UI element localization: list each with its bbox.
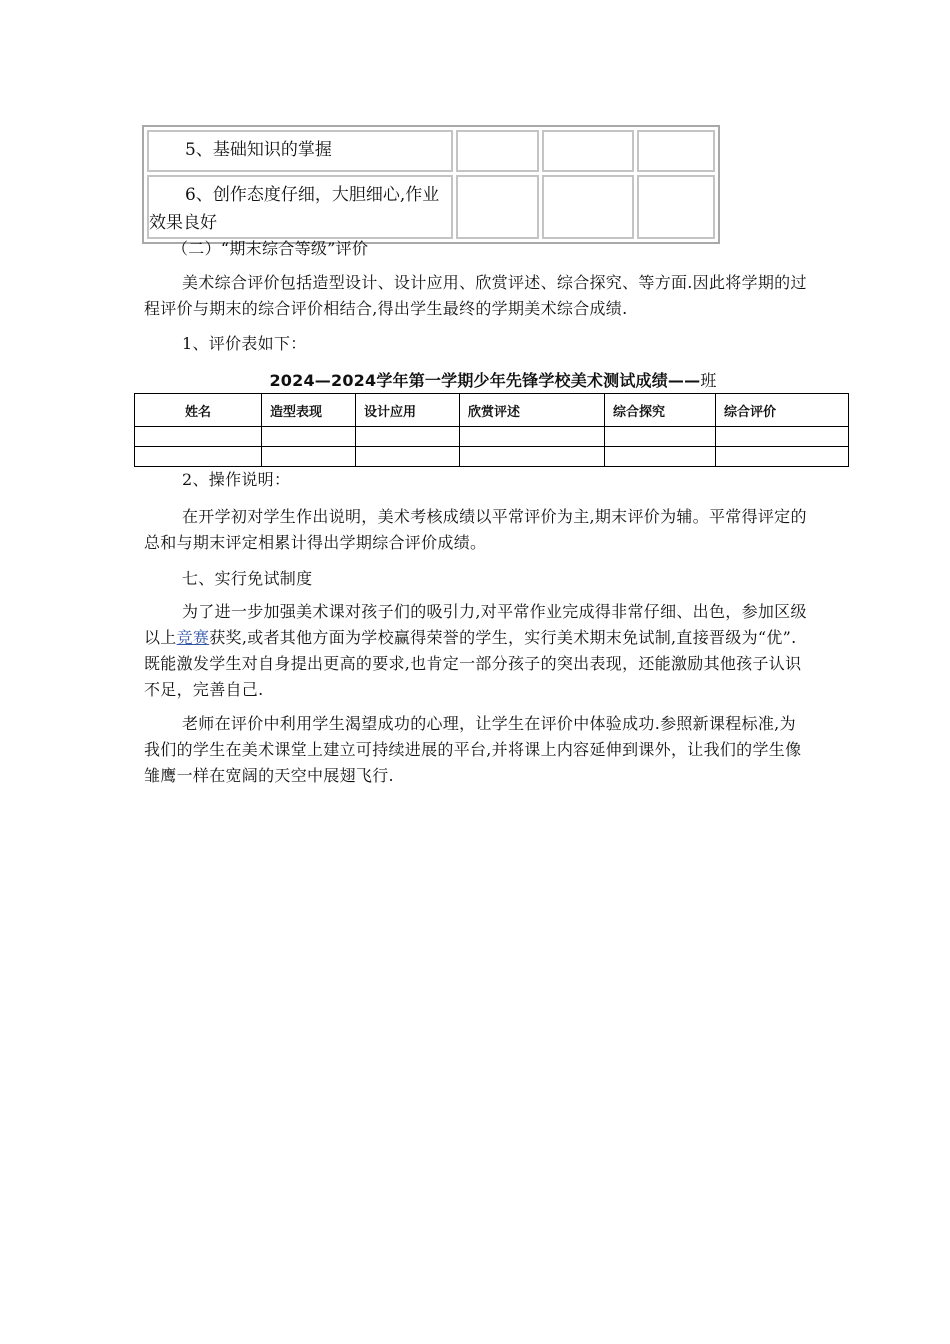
criteria-cell: 6、创作态度仔细，大胆细心,作业效果良好 (147, 175, 453, 239)
empty-cell (456, 130, 540, 172)
empty-cell (460, 447, 605, 467)
criteria-cell: 5、基础知识的掌握 (147, 130, 453, 172)
paragraph-conclusion: 老师在评价中利用学生渴望成功的心理，让学生在评价中体验成功.参照新课程标准,为我们的学生在美术课堂上建立可持续进展的平台,并将课上内容延伸到课外，让我们的学生像雏鹰一样在宽阔的天空中展翅飞行. (144, 714, 802, 785)
header-overall: 综合评价 (716, 394, 849, 427)
score-table (134, 393, 849, 467)
empty-cell (356, 447, 460, 467)
section-seven-heading: 七、实行免试制度 (182, 569, 313, 588)
header-name: 姓名 (135, 394, 262, 427)
competition-link[interactable]: 竞赛 (176, 628, 210, 647)
paragraph-exemption-part1: 为了进一步加强美术课对孩子们的吸引力,对平常作业完成得非常仔细、出色，参加区级以上 (144, 602, 807, 647)
score-table-title-text: 2024—2024学年第一学期少年先锋学校美术测试成绩—— (269, 371, 701, 390)
empty-cell (605, 447, 716, 467)
section-heading: （二）“期末综合等级”评价 (172, 239, 369, 258)
score-table-title (138, 368, 848, 391)
paragraph-exemption (144, 599, 808, 703)
empty-cell (637, 130, 715, 172)
header-shape: 造型表现 (262, 394, 356, 427)
empty-cell (262, 427, 356, 447)
list-item-1: 1、评价表如下： (182, 334, 307, 353)
paragraph-intro: 美术综合评价包括造型设计、设计应用、欣赏评述、综合探究、等方面.因此将学期的过程评价与期末的综合评价相结合,得出学生最终的学期美术综合成绩. (144, 273, 807, 318)
empty-cell (262, 447, 356, 467)
header-exploration: 综合探究 (605, 394, 716, 427)
table-header-row (135, 394, 849, 427)
empty-cell (542, 130, 634, 172)
empty-cell (637, 175, 715, 239)
criteria-table (142, 125, 720, 244)
empty-cell (135, 427, 262, 447)
empty-cell (460, 427, 605, 447)
table-row (135, 447, 849, 467)
empty-cell (356, 427, 460, 447)
score-table-title-suffix: 班 (700, 371, 717, 390)
header-appreciation: 欣赏评述 (460, 394, 605, 427)
table-row (147, 175, 715, 239)
table-row (147, 130, 715, 172)
empty-cell (542, 175, 634, 239)
empty-cell (716, 447, 849, 467)
paragraph-exemption-part2: 获奖,或者其他方面为学校赢得荣誉的学生，实行美术期末免试制,直接晋级为“优”.既能激发学生对自身提出更高的要求,也肯定一部分孩子的突出表现，还能激励其他孩子认识不足，完善自己. (144, 628, 802, 699)
table-row (135, 427, 849, 447)
empty-cell (456, 175, 540, 239)
empty-cell (716, 427, 849, 447)
paragraph-instructions: 在开学初对学生作出说明，美术考核成绩以平常评价为主,期末评价为辅。平常得评定的总和与期末评定相累计得出学期综合评价成绩。 (144, 507, 807, 552)
header-design: 设计应用 (356, 394, 460, 427)
empty-cell (605, 427, 716, 447)
list-item-2: 2、操作说明： (182, 470, 291, 489)
empty-cell (135, 447, 262, 467)
